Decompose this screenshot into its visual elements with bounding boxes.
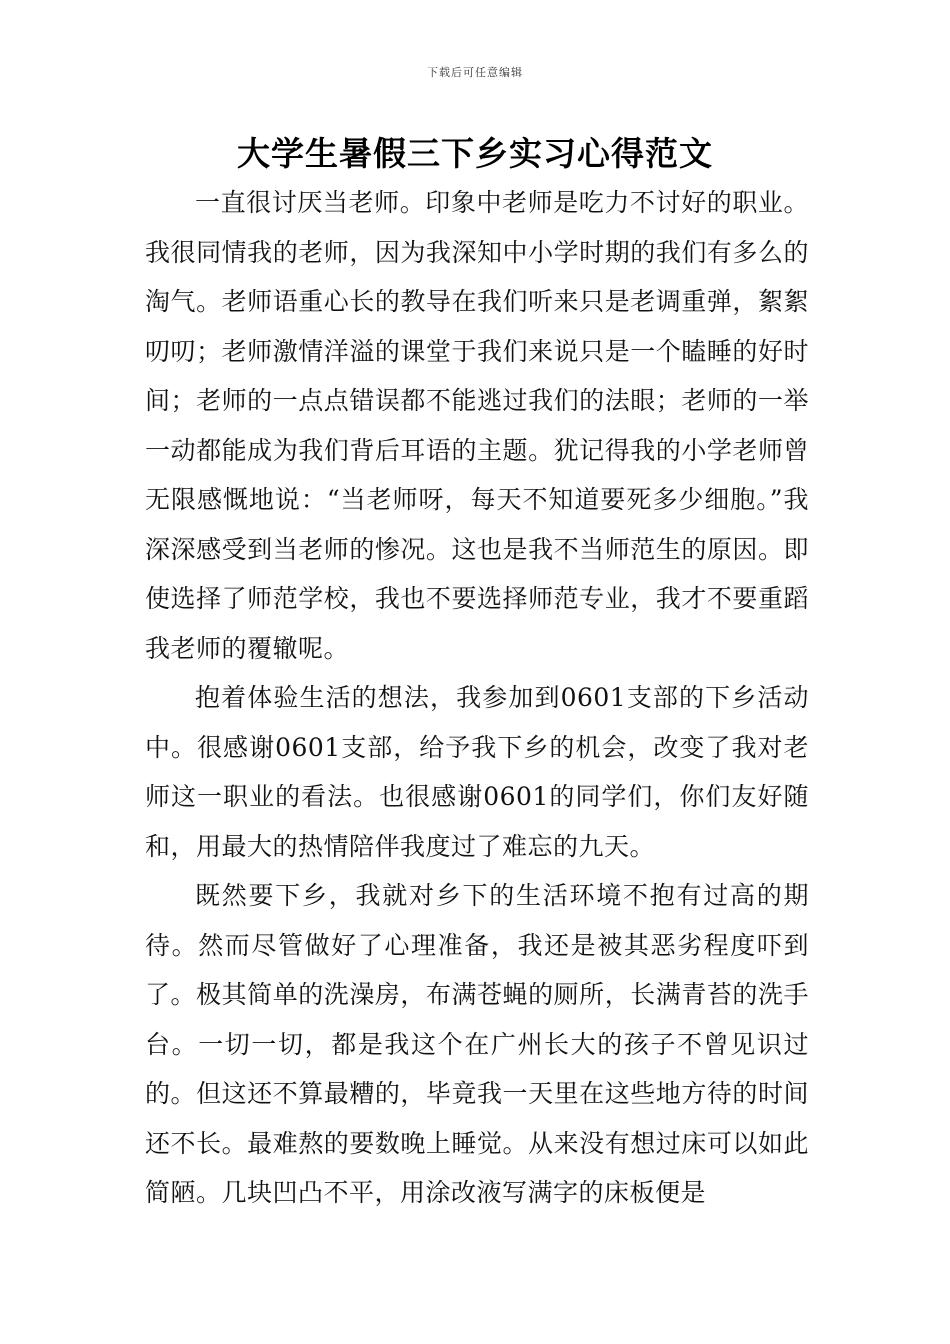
paragraph-3: 既然要下乡，我就对乡下的生活环境不抱有过高的期待。然而尽管做好了心理准备，我还是被其恶劣程度吓到了。极其简单的洗澡房，布满苍蝇的厕所，长满青苔的洗手台。一切一切，都是我这个在广州长大的孩子不曾见识过的。但这还不算最糟的，毕竟我一天里在这些地方待的时间还不长。最难熬的要数晚上睡觉。从来没有想过床可以如此简陋。几块凹凸不平，用涂改液写满字的床板便是	[145, 881, 809, 1207]
paragraph-1: 一直很讨厌当老师。印象中老师是吃力不讨好的职业。我很同情我的老师，因为我深知中小学时期的我们有多么的淘气。老师语重心长的教导在我们听来只是老调重弹，絮絮叨叨；老师激情洋溢的课堂于我们来说只是一个瞌睡的好时间；老师的一点点错误都不能逃过我们的法眼；老师的一举一动都能成为我们背后耳语的主题。犹记得我的小学老师曾无限感慨地说：“当老师呀，每天不知道要死多少细胞。”我深深感受到当老师的惨况。这也是我不当师范生的原因。即使选择了师范学校，我也不要选择师范专业，我才不要重蹈我老师的覆辙呢。	[145, 188, 809, 663]
header-note: 下载后可任意编辑	[427, 66, 523, 79]
document-body	[145, 178, 809, 1218]
paragraph-2: 抱着体验生活的想法，我参加到0601支部的下乡活动中。很感谢0601支部，给予我下乡的机会，改变了我对老师这一职业的看法。也很感谢0601的同学们，你们友好随和，用最大的热情陪伴我度过了难忘的九天。	[145, 683, 809, 861]
document-title: 大学生暑假三下乡实习心得范文	[237, 134, 713, 173]
